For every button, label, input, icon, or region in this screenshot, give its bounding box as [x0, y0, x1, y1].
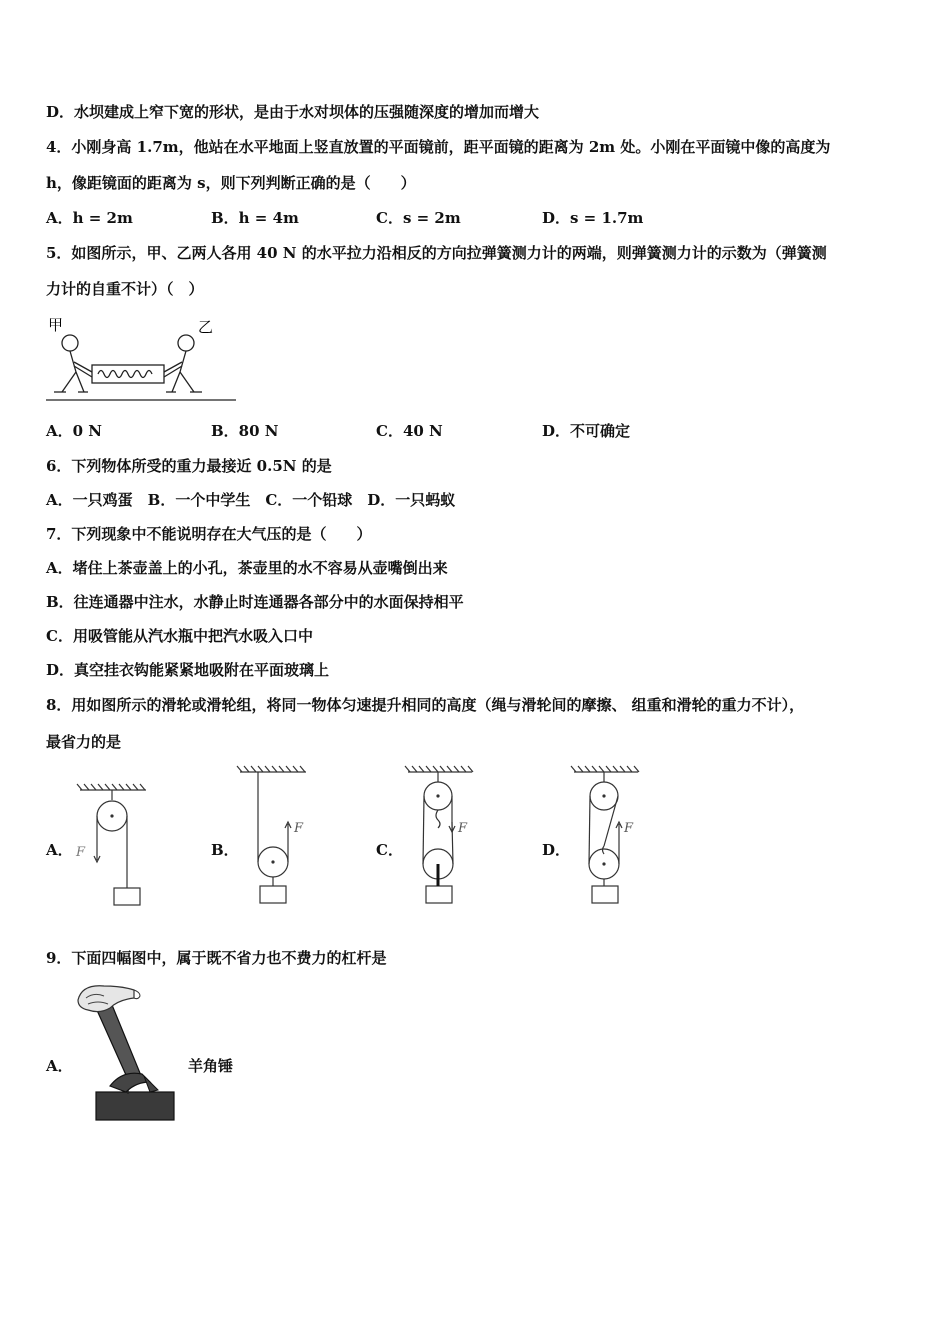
q8-option-b-label: B． [211, 841, 239, 859]
person-jia-label: 甲 [48, 316, 64, 334]
q5-stem-line2: 力计的自重不计）（ ） [46, 280, 204, 298]
person-yi-label: 乙 [198, 318, 214, 336]
q7-option-c: C．用吸管能从汽水瓶中把汽水吸入口中 [46, 627, 313, 645]
pulley-figure-a [70, 780, 160, 910]
q8-option-d-label: D． [542, 841, 571, 859]
q9-option-a-caption: 羊角锤 [188, 1057, 234, 1075]
q6-stem: 6．下列物体所受的重力最接近 0.5N 的是 [46, 457, 332, 475]
q4-option-d: D．s = 1.7m [542, 209, 644, 227]
q5-option-d: D．不可确定 [542, 422, 631, 440]
q4-stem-line2: h，像距镜面的距离为 s，则下列判断正确的是（ ） [46, 174, 416, 192]
q8-option-a-label: A． [46, 841, 73, 859]
hand [78, 986, 134, 1012]
load-block [426, 886, 452, 903]
pulley-figure-b [236, 762, 326, 912]
load-block [592, 886, 618, 903]
q4-option-b: B．h = 4m [211, 209, 299, 227]
pulley-figure-d [566, 762, 656, 912]
q3-option-d: D．水坝建成上窄下宽的形状，是由于水对坝体的压强随深度的增加而增大 [46, 103, 540, 121]
wooden-board [96, 1092, 174, 1120]
q5-stem-line1: 5．如图所示，甲、乙两人各用 40 N 的水平拉力沿相反的方向拉弹簧测力计的两端，则弹簧测力计的示数为（弹簧测 [46, 244, 827, 262]
load-block [260, 886, 286, 903]
spring-scale-figure [44, 312, 238, 404]
claw-hammer-image [70, 978, 180, 1124]
q7-option-a: A．堵住上茶壶盖上的小孔，茶壶里的水不容易从壶嘴倒出来 [46, 559, 448, 577]
q9-option-a-label: A． [46, 1057, 73, 1075]
q5-option-b: B．80 N [211, 422, 279, 440]
person-yi [164, 335, 202, 392]
force-label-a: F [76, 845, 86, 860]
force-label-d: F [624, 821, 634, 836]
q7-option-b: B．往连通器中注水，水静止时连通器各部分中的水面保持相平 [46, 593, 464, 611]
q8-stem-line1: 8．用如图所示的滑轮或滑轮组，将同一物体匀速提升相同的高度（绳与滑轮间的摩擦、 组重和滑轮的重力不计）， [46, 696, 805, 714]
q5-option-c: C．40 N [376, 422, 443, 440]
q5-option-a: A．0 N [46, 422, 103, 440]
force-label-b: F [294, 821, 304, 836]
q7-stem: 7．下列现象中不能说明存在大气压的是（ ） [46, 525, 372, 543]
spring-coil-icon [98, 371, 152, 378]
force-label-c: F [458, 821, 468, 836]
q8-option-c-label: C． [376, 841, 403, 859]
person-jia [54, 335, 92, 392]
q8-stem-line2: 最省力的是 [46, 733, 122, 751]
pulley-figure-c [400, 762, 490, 912]
hammer-handle [96, 1000, 142, 1084]
load-block [114, 888, 140, 905]
q4-option-c: C．s = 2m [376, 209, 461, 227]
q7-option-d: D．真空挂衣钩能紧紧地吸附在平面玻璃上 [46, 661, 330, 679]
q6-options: A．一只鸡蛋 B．一个中学生 C．一个铅球 D．一只蚂蚁 [46, 491, 456, 509]
q4-option-a: A．h = 2m [46, 209, 133, 227]
q4-stem-line1: 4．小刚身高 1.7m，他站在水平地面上竖直放置的平面镜前，距平面镜的距离为 2m 处。小刚在平面镜中像的高度为 [46, 138, 831, 156]
q9-stem: 9．下面四幅图中，属于既不省力也不费力的杠杆是 [46, 949, 387, 967]
